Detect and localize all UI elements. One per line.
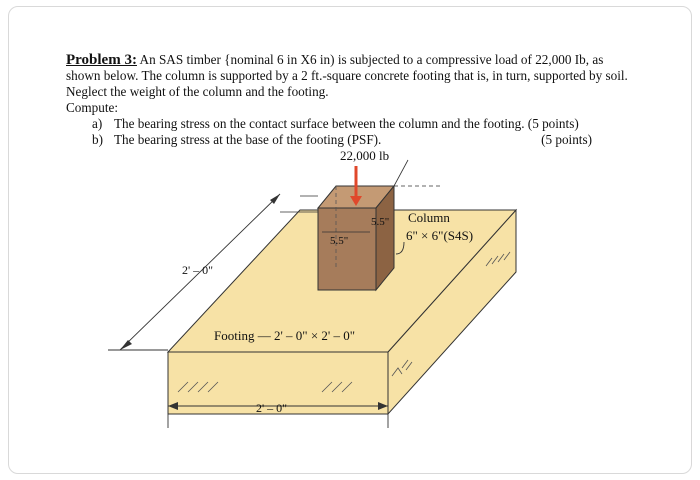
load-label: 22,000 lb bbox=[340, 148, 390, 163]
footing-label: Footing — 2' – 0" × 2' – 0" bbox=[214, 328, 356, 343]
problem-intro: An SAS timber {nominal 6 in X6 in) is subjected to a compressive load of 22,000 Ib, as shown below. The column is supported by a 2 ft.-square concrete footing that is, in turn, supported by soil. Neglect the weight of the column and the footing. bbox=[66, 52, 628, 99]
item-a-label: a) bbox=[92, 116, 103, 131]
column-front-face bbox=[318, 208, 376, 290]
column-label-line2: 6" × 6"(S4S) bbox=[406, 228, 474, 243]
column-front-dimension: 5.5" bbox=[330, 235, 349, 247]
item-b-points: (5 points) bbox=[541, 132, 592, 147]
left-dimension-label: 2' – 0" bbox=[182, 263, 214, 277]
left-dim-arrow-bottom bbox=[120, 340, 132, 350]
problem-title: Problem 3: bbox=[66, 52, 137, 68]
item-a-text: The bearing stress on the contact surface between the column and the footing. (5 points) bbox=[114, 116, 579, 131]
column-label-line1: Column bbox=[408, 210, 450, 225]
column-side-dimension: 5.5" bbox=[371, 216, 390, 228]
bottom-dimension-label: 2' – 0" bbox=[256, 401, 288, 415]
item-b-text: The bearing stress at the base of the footing (PSF). bbox=[114, 132, 382, 147]
compute-label: Compute: bbox=[66, 100, 119, 115]
item-b-label: b) bbox=[92, 132, 103, 147]
